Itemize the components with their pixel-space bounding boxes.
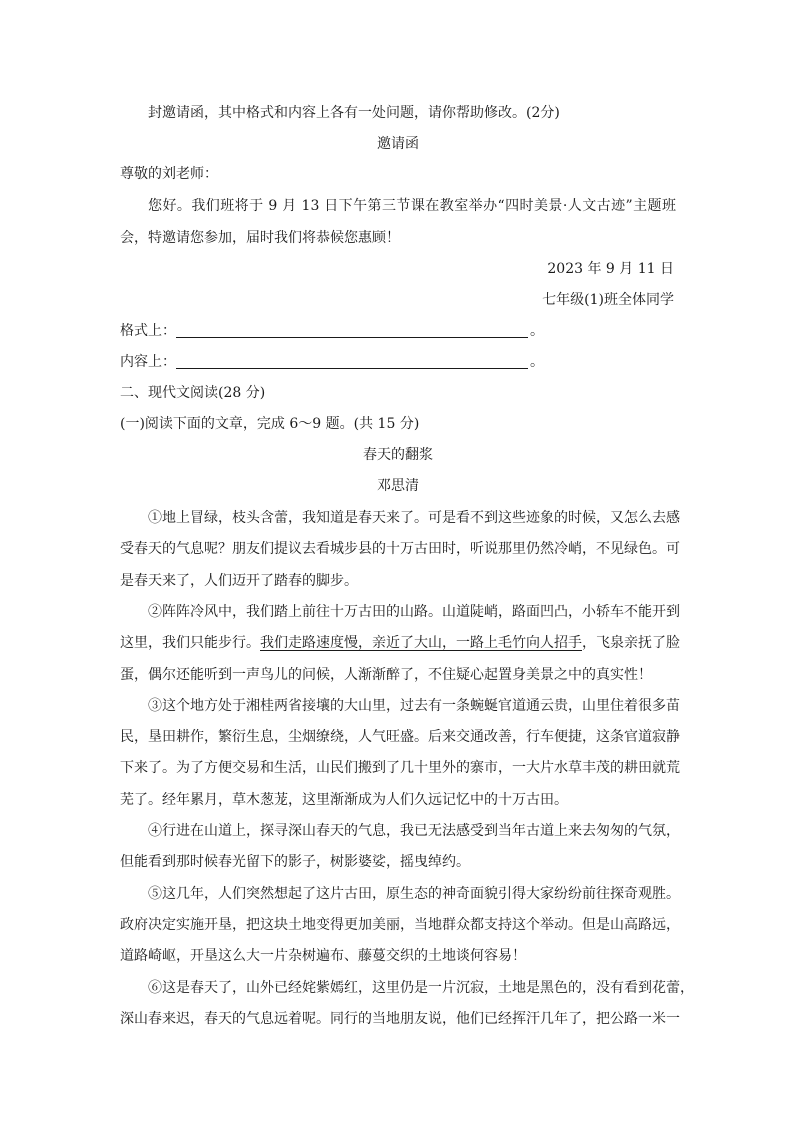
article-text: ，飞泉亲抚了脸 [582, 635, 680, 651]
article-line: 深山春来迟，春天的气息远着呢。同行的当地朋友说，他们已经挥汗几年了，把公路一米一 [120, 1011, 680, 1027]
article-line [120, 633, 680, 653]
article-line: 但能看到那时候春光留下的影子，树影婆娑，摇曳绰约。 [120, 854, 470, 870]
article-line: 受春天的气息呢？朋友们提议去看城步县的十万古田时，听说那里仍然冷峭，不见绿色。可 [120, 541, 680, 557]
article-line: ④行进在山道上，探寻深山春天的气息，我已无法感受到当年古道上来去匆匆的气氛， [148, 823, 680, 839]
article-line: 民，垦田耕作，繁衍生息，尘烟缭绕，人气旺盛。后来交通改善，行车便捷，这条官道寂静 [120, 729, 680, 745]
article-line: 芜了。经年累月，草木葱茏，这里渐渐成为人们久远记忆中的十万古田。 [120, 792, 568, 808]
content-answer-row [120, 352, 680, 372]
format-end-mark: 。 [530, 323, 544, 339]
article-line: 下来了。为了方便交易和生活，山民们搬到了几十里外的寨市，一大片水草丰茂的耕田就荒 [120, 760, 680, 776]
task-intro: 封邀请函，其中格式和内容上各有一处问题，请你帮助修改。(2分) [148, 105, 560, 121]
format-label: 格式上： [120, 323, 176, 339]
article-line: 道路崎岖，开垦这么大一片杂树遍布、藤蔓交织的土地谈何容易！ [120, 948, 526, 964]
content-answer-blank[interactable] [176, 352, 528, 369]
article-text: 这里，我们只能步行。 [120, 635, 260, 651]
article-line: ⑥这是春天了，山外已经姹紫嫣红，这里仍是一片沉寂，土地是黑色的，没有看到花蕾， [148, 980, 694, 996]
content-end-mark: 。 [530, 354, 544, 370]
content-label: 内容上： [120, 354, 176, 370]
article-line: ③这个地方处于湘桂两省接壤的大山里，过去有一条蜿蜒官道通云贵，山里住着很多苗 [148, 698, 680, 714]
article-line: ②阵阵冷风中，我们踏上前往十万古田的山路。山道陡峭，路面凹凸，小轿车不能开到 [148, 604, 680, 620]
format-answer-blank[interactable] [176, 321, 528, 338]
article-author: 邓思清 [377, 478, 419, 494]
letter-date: 2023 年 9 月 11 日 [547, 261, 674, 277]
article-line: 蛋，偶尔还能听到一声鸟儿的问候，人渐渐醉了，不住疑心起置身美景之中的真实性！ [120, 667, 652, 683]
section-sub-heading: (一)阅读下面的文章，完成 6～9 题。(共 15 分) [120, 416, 420, 432]
format-answer-row [120, 321, 680, 341]
article-line: ①地上冒绿，枝头含蕾，我知道是春天来了。可是看不到这些迹象的时候，又怎么去感 [148, 510, 680, 526]
letter-title: 邀请函 [377, 136, 419, 152]
letter-salutation: 尊敬的刘老师： [120, 166, 218, 182]
letter-body-line-1: 您好。我们班将于 9 月 13 日下午第三节课在教室举办“四时美景·人文古迹”主题班 [148, 198, 676, 214]
article-line: 是春天来了，人们迈开了踏春的脚步。 [120, 573, 358, 589]
article-line: 政府决定实施开垦，把这块土地变得更加美丽，当地群众都支持这个举动。但是山高路远， [120, 917, 680, 933]
article-line: ⑤这几年，人们突然想起了这片古田，原生态的神奇面貌引得大家纷纷前往探奇观胜。 [148, 886, 680, 902]
letter-body-line-2: 会，特邀请您参加，届时我们将恭候您惠顾！ [120, 230, 400, 246]
article-title: 春天的翻浆 [363, 447, 433, 463]
underlined-sentence: 我们走路速度慢，亲近了大山，一路上毛竹向人招手 [260, 635, 582, 651]
letter-signature: 七年级(1)班全体同学 [542, 292, 674, 308]
section-heading: 二、现代文阅读(28 分) [120, 385, 266, 401]
